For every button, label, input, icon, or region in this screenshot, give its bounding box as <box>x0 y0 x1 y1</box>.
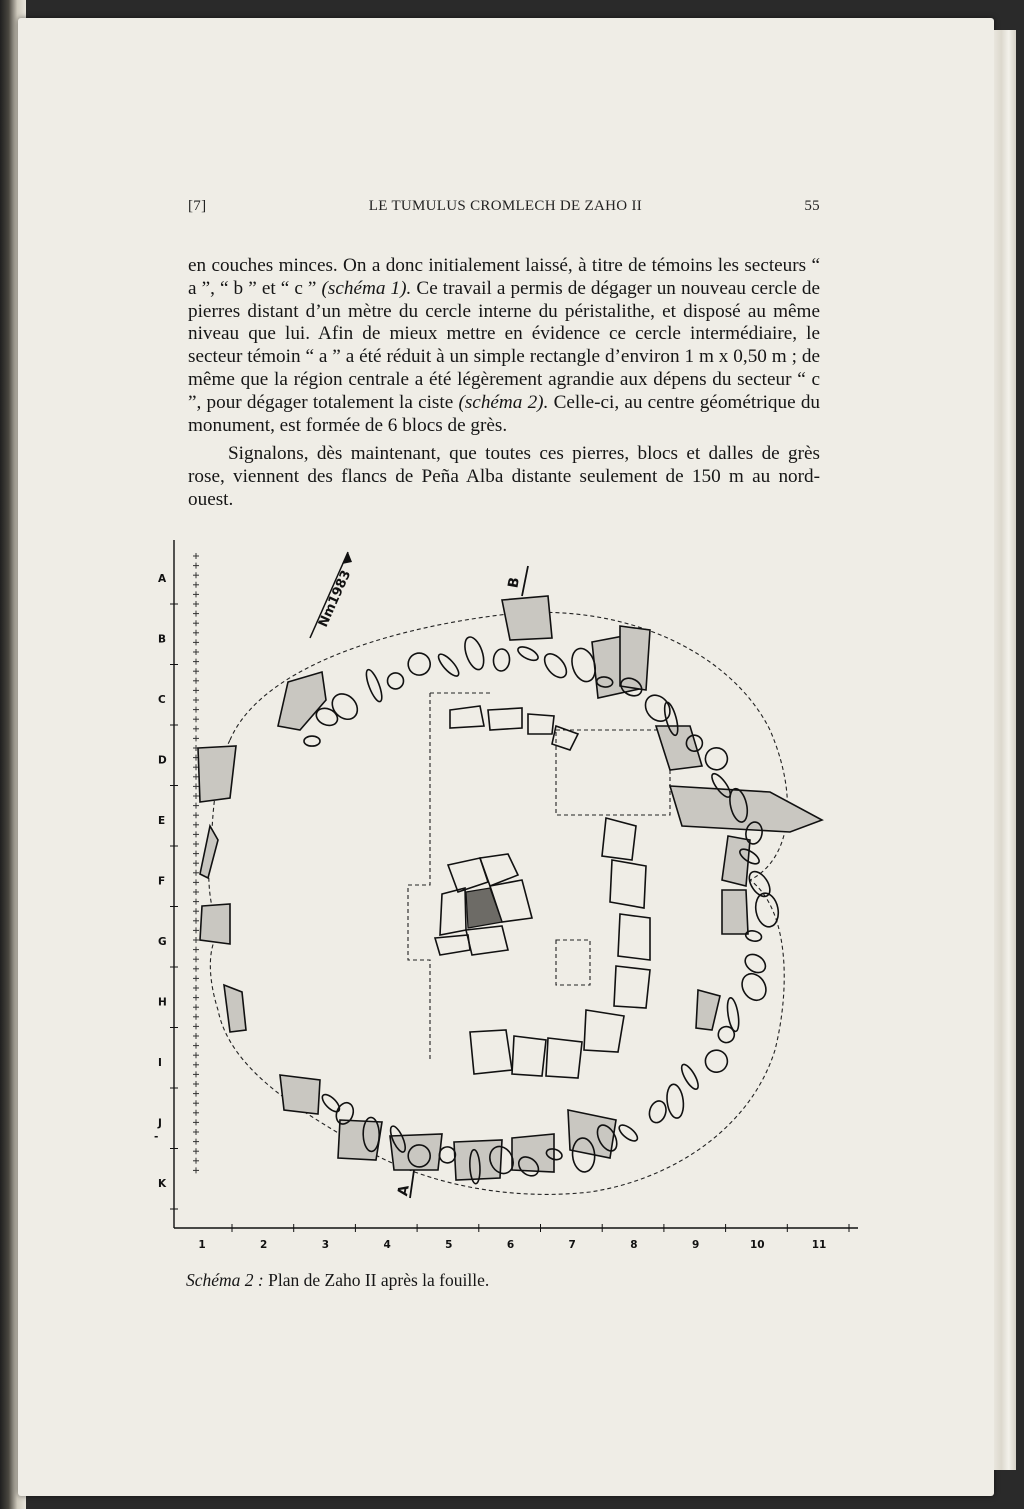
row-label-b: B <box>158 633 167 646</box>
row-label-h: H <box>158 996 167 1009</box>
stone <box>436 651 462 678</box>
row-label-k: K <box>158 1178 167 1190</box>
north-arrow-label: Nm1983 <box>315 568 355 630</box>
column-label-5: 5 <box>445 1239 453 1251</box>
column-label-6: 6 <box>506 1239 515 1251</box>
outer-peristalith <box>198 596 822 1180</box>
column-label-10: 10 <box>749 1239 765 1251</box>
j-row-mark: - <box>154 1131 159 1143</box>
stone <box>387 673 404 690</box>
section-b-label: B <box>505 576 524 590</box>
column-label-7: 7 <box>568 1239 576 1251</box>
row-label-g: G <box>158 936 167 948</box>
column-label-3: 3 <box>321 1239 330 1251</box>
stone <box>745 929 763 942</box>
intermediate-stone-circle <box>304 635 781 1184</box>
column-label-9: 9 <box>691 1239 700 1251</box>
figure-caption <box>186 1270 489 1291</box>
stone <box>363 668 385 703</box>
site-plan-figure <box>150 530 870 1260</box>
schema-1-reference: (schéma 1). <box>321 277 412 299</box>
paragraph-2: Signalons, dès maintenant, que toutes ces pierres, blocs et dalles de grès rose, viennent des flancs de Peña Alba distante seulement de 150 m au nord-ouest. <box>188 443 820 510</box>
header-section-number: [7] <box>188 198 207 214</box>
stone <box>679 1062 702 1091</box>
schema-2-reference: (schéma 2). <box>458 391 549 413</box>
stone <box>617 1122 640 1144</box>
row-label-j: J <box>158 1117 162 1130</box>
stone <box>540 650 570 682</box>
sector-c-small-rectangle <box>556 940 590 985</box>
stone <box>320 1092 343 1115</box>
page-edge <box>994 30 1016 1470</box>
central-cist <box>435 854 532 955</box>
column-label-2: 2 <box>260 1239 268 1251</box>
cist-fill-stippled <box>466 888 502 928</box>
caption-text: Plan de Zaho II après la fouille. <box>263 1270 490 1290</box>
stone <box>647 1099 668 1125</box>
row-label-e: E <box>158 815 166 827</box>
row-label-i: I <box>158 1057 162 1069</box>
stone <box>753 891 781 929</box>
column-label-1: 1 <box>198 1239 206 1251</box>
section-marker-b <box>505 566 528 596</box>
header-page-number: 55 <box>804 198 820 214</box>
stone <box>701 744 731 774</box>
running-header <box>188 198 820 215</box>
central-excavation-zone <box>408 693 430 1060</box>
stone <box>493 648 510 671</box>
column-label-4: 4 <box>383 1239 391 1251</box>
section-marker-a <box>395 1170 414 1198</box>
row-label-d: D <box>158 754 167 767</box>
stone <box>737 969 770 1004</box>
stone <box>665 1083 685 1119</box>
stone <box>327 689 362 724</box>
header-title: LE TUMULUS CROMLECH DE ZAHO II <box>368 198 643 214</box>
stone <box>640 690 675 726</box>
section-a-label: A <box>395 1183 413 1198</box>
stone <box>461 635 487 672</box>
caption-label: Schéma 2 : <box>186 1270 264 1290</box>
column-label-8: 8 <box>630 1239 638 1251</box>
stone <box>742 951 769 977</box>
column-label-11: 11 <box>811 1239 827 1251</box>
paragraph-1: en couches minces. On a donc initialement laissé, à titre de témoins les secteurs “ a ”, “ b ” et “ c ” (schéma 1). Ce travail a permis de dégager un nouveau cercle de pierres distant d’un mètre du cercle interne du péristalithe, et disposé au même niveau que lui. Afin de mieux mettre en évidence ce cercle intermédiaire, le secteur témoin “ a ” a été réduit à un simple rectangle d’environ 1 m x 0,50 m ; de même que la région centrale a été légèrement agrandie aux dépens du secteur “ c ”, pour dégager totalement la ciste (schéma 2). Celle-ci, au centre géométrique du monument, est formée de 6 blocs de grès. <box>188 255 821 436</box>
row-label-c: C <box>158 694 166 706</box>
row-label-f: F <box>158 875 166 888</box>
stone <box>405 649 434 678</box>
stone <box>701 1046 732 1077</box>
north-arrow <box>310 552 354 638</box>
row-label-a: A <box>158 573 167 585</box>
stone <box>717 1025 736 1044</box>
stone <box>516 644 540 663</box>
body-text <box>188 255 820 512</box>
stone <box>304 736 320 746</box>
